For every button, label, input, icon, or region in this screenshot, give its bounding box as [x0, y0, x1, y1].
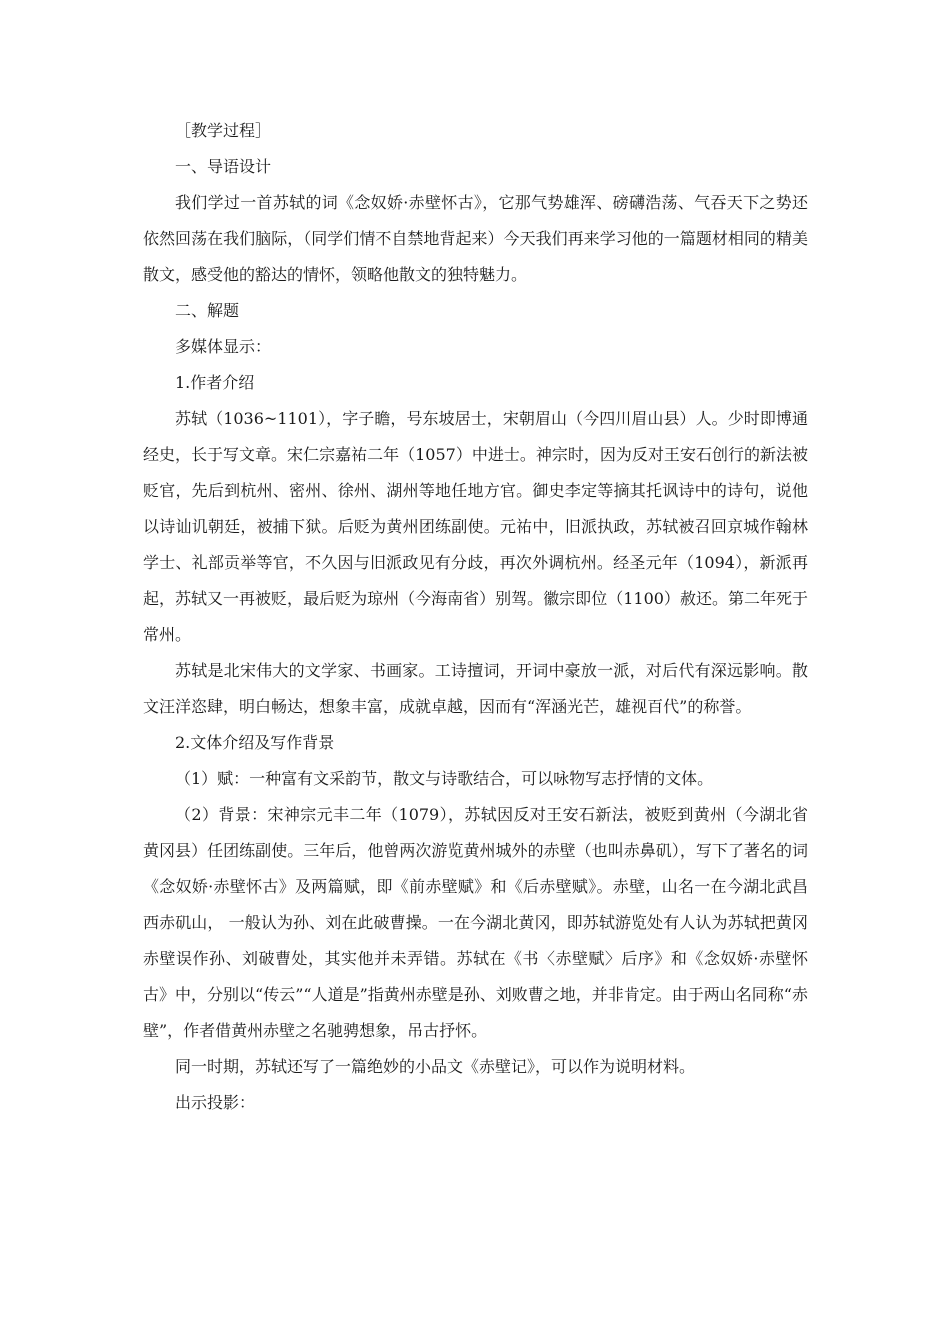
author-achievement-paragraph: 苏轼是北宋伟大的文学家、书画家。工诗擅词，开词中豪放一派，对后代有深远影响。散文汪洋恣肆，明白畅达，想象丰富，成就卓越，因而有“浑涵光芒，雄视百代”的称誉。 — [143, 661, 808, 716]
fu-definition-paragraph: （1）赋：一种富有文采韵节，散文与诗歌结合，可以咏物写志抒情的文体。 — [175, 769, 714, 788]
note-paragraph: 同一时期，苏轼还写了一篇绝妙的小品文《赤壁记》，可以作为说明材料。 — [175, 1057, 696, 1076]
author-heading: 1.作者介绍 — [175, 373, 255, 392]
document-page — [143, 113, 808, 1121]
projection-label: 出示投影： — [175, 1093, 256, 1112]
part1-heading: 一、导语设计 — [175, 157, 272, 176]
intro-paragraph: 我们学过一首苏轼的词《念奴娇·赤壁怀古》，它那气势雄浑、磅礴浩荡、气吞天下之势还依然回荡在我们脑际，（同学们情不自禁地背起来）今天我们再来学习他的一篇题材相同的精美散文，感受他的豁达的情怀，领略他散文的独特魅力。 — [143, 193, 808, 284]
part2-heading: 二、解题 — [175, 301, 240, 320]
section-title: ［教学过程］ — [175, 121, 272, 140]
author-bio-paragraph: 苏轼（1036~1101），字子瞻，号东坡居士，宋朝眉山（今四川眉山县）人。少时即博通经史，长于写文章。宋仁宗嘉祐二年（1057）中进士。神宗时，因为反对王安石创行的新法被贬官，先后到杭州、密州、徐州、湖州等地任地方官。御史李定等摘其托讽诗中的诗句，说他以诗讪讥朝廷，被捕下狱。后贬为黄州团练副使。元祐中，旧派执政，苏轼被召回京城作翰林学士、礼部贡举等官，不久因与旧派政见有分歧，再次外调杭州。经圣元年（1094），新派再起，苏轼又一再被贬，最后贬为琼州（今海南省）别驾。徽宗即位（1100）赦还。第二年死于常州。 — [143, 409, 808, 644]
background-paragraph: （2）背景：宋神宗元丰二年（1079），苏轼因反对王安石新法，被贬到黄州（今湖北省黄冈县）任团练副使。三年后，他曾两次游览黄州城外的赤壁（也叫赤鼻矶），写下了著名的词《念奴娇·赤壁怀古》及两篇赋，即《前赤壁赋》和《后赤壁赋》。赤壁，山名一在今湖北武昌西赤矶山， 一般认为孙、刘在此破曹操。一在今湖北黄冈，即苏轼游览处有人认为苏轼把黄冈赤壁误作孙、刘破曹处，其实他并未弄错。苏轼在《书〈赤壁赋〉后序》和《念奴娇·赤壁怀古》中，分别以“传云”“人道是”指黄州赤壁是孙、刘败曹之地，并非肯定。由于两山名同称“赤壁”，作者借黄州赤壁之名驰骋想象，吊古抒怀。 — [143, 805, 808, 1040]
genre-heading: 2.文体介绍及写作背景 — [175, 733, 335, 752]
multimedia-label: 多媒体显示： — [175, 337, 272, 356]
